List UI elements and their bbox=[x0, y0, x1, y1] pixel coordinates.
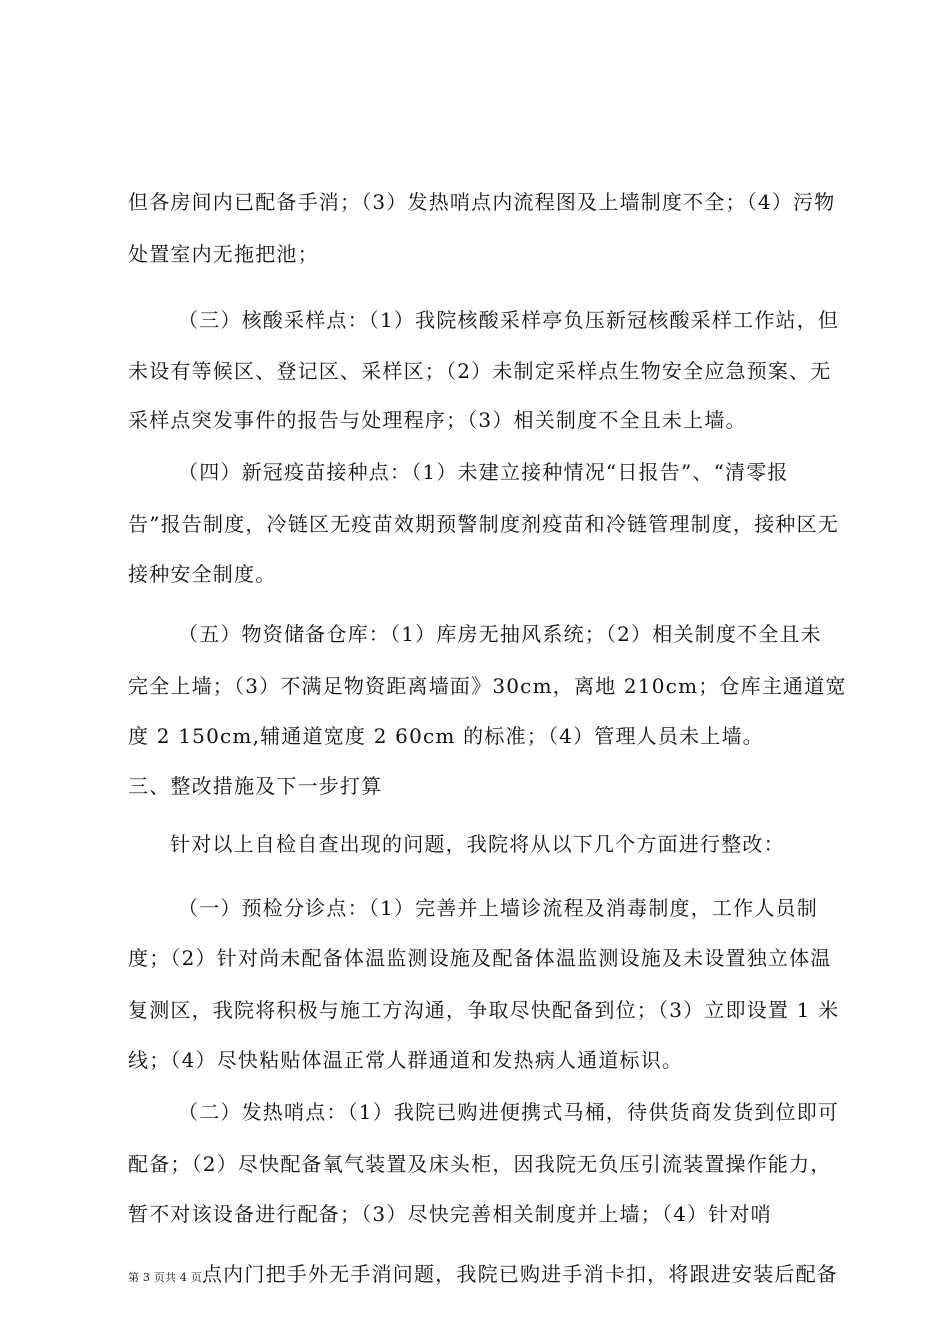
body-line-10: 完全上墙；（3）不满足物资距离墙面》30cm，离地 210cm；仓库主通道宽 bbox=[128, 674, 847, 698]
body-line-13: 针对以上自检自查出现的问题，我院将从以下几个方面进行整改： bbox=[170, 832, 785, 856]
body-line-2: 处置室内无拖把池； bbox=[128, 242, 319, 266]
body-line-20: 暂不对该设备进行配备；（3）尽快完善相关制度并上墙；（4）针对哨 bbox=[128, 1202, 772, 1226]
body-line-11: 度 2 150cm,辅通道宽度 2 60cm 的标准；（4）管理人员未上墙。 bbox=[128, 724, 764, 748]
body-line-5: 采样点突发事件的报告与处理程序；（3）相关制度不全且未上墙。 bbox=[128, 408, 747, 432]
body-line-1: 但各房间内已配备手消；（3）发热哨点内流程图及上墙制度不全；（4）污物 bbox=[128, 190, 836, 214]
section-heading: 三、整改措施及下一步打算 bbox=[128, 774, 383, 798]
body-line-18: （二）发热哨点：（1）我院已购进便携式马桶，待供货商发货到位即可 bbox=[178, 1100, 840, 1124]
footer-continued-text: 点内门把手外无手消问题，我院已购进手消卡扣，将跟进安装后配备 bbox=[201, 1262, 838, 1286]
body-line-14: （一）预检分诊点：（1）完善并上墙诊流程及消毒制度，工作人员制 bbox=[178, 896, 818, 920]
body-line-16: 复测区，我院将积极与施工方沟通，争取尽快配备到位；（3）立即设置 1 米 bbox=[128, 998, 840, 1022]
footer-row bbox=[128, 1258, 838, 1287]
body-line-4: 未设有等候区、登记区、采样区；（2）未制定采样点生物安全应急预案、无 bbox=[128, 359, 832, 383]
body-line-17: 线；（4）尽快粘贴体温正常人群通道和发热病人通道标识。 bbox=[128, 1048, 684, 1072]
body-line-6: （四）新冠疫苗接种点：（1）未建立接种情况“日报告”、“清零报 bbox=[178, 460, 789, 484]
page-number-label: 第 3 页共 4 页 bbox=[128, 1271, 202, 1284]
body-line-7: 告”报告制度，冷链区无疫苗效期预警制度剂疫苗和冷链管理制度，接种区无 bbox=[128, 512, 840, 536]
body-line-3: （三）核酸采样点：（1）我院核酸采样亭负压新冠核酸采样工作站，但 bbox=[178, 308, 840, 332]
body-line-8: 接种安全制度。 bbox=[128, 562, 277, 586]
body-line-19: 配备；（2）尽快配备氧气装置及床头柜，因我院无负压引流装置操作能力， bbox=[128, 1152, 832, 1176]
body-line-9: （五）物资储备仓库：（1）库房无抽风系统；（2）相关制度不全且未 bbox=[178, 622, 822, 646]
body-line-15: 度；（2）针对尚未配备体温监测设施及配备体温监测设施及未设置独立体温 bbox=[128, 946, 832, 970]
